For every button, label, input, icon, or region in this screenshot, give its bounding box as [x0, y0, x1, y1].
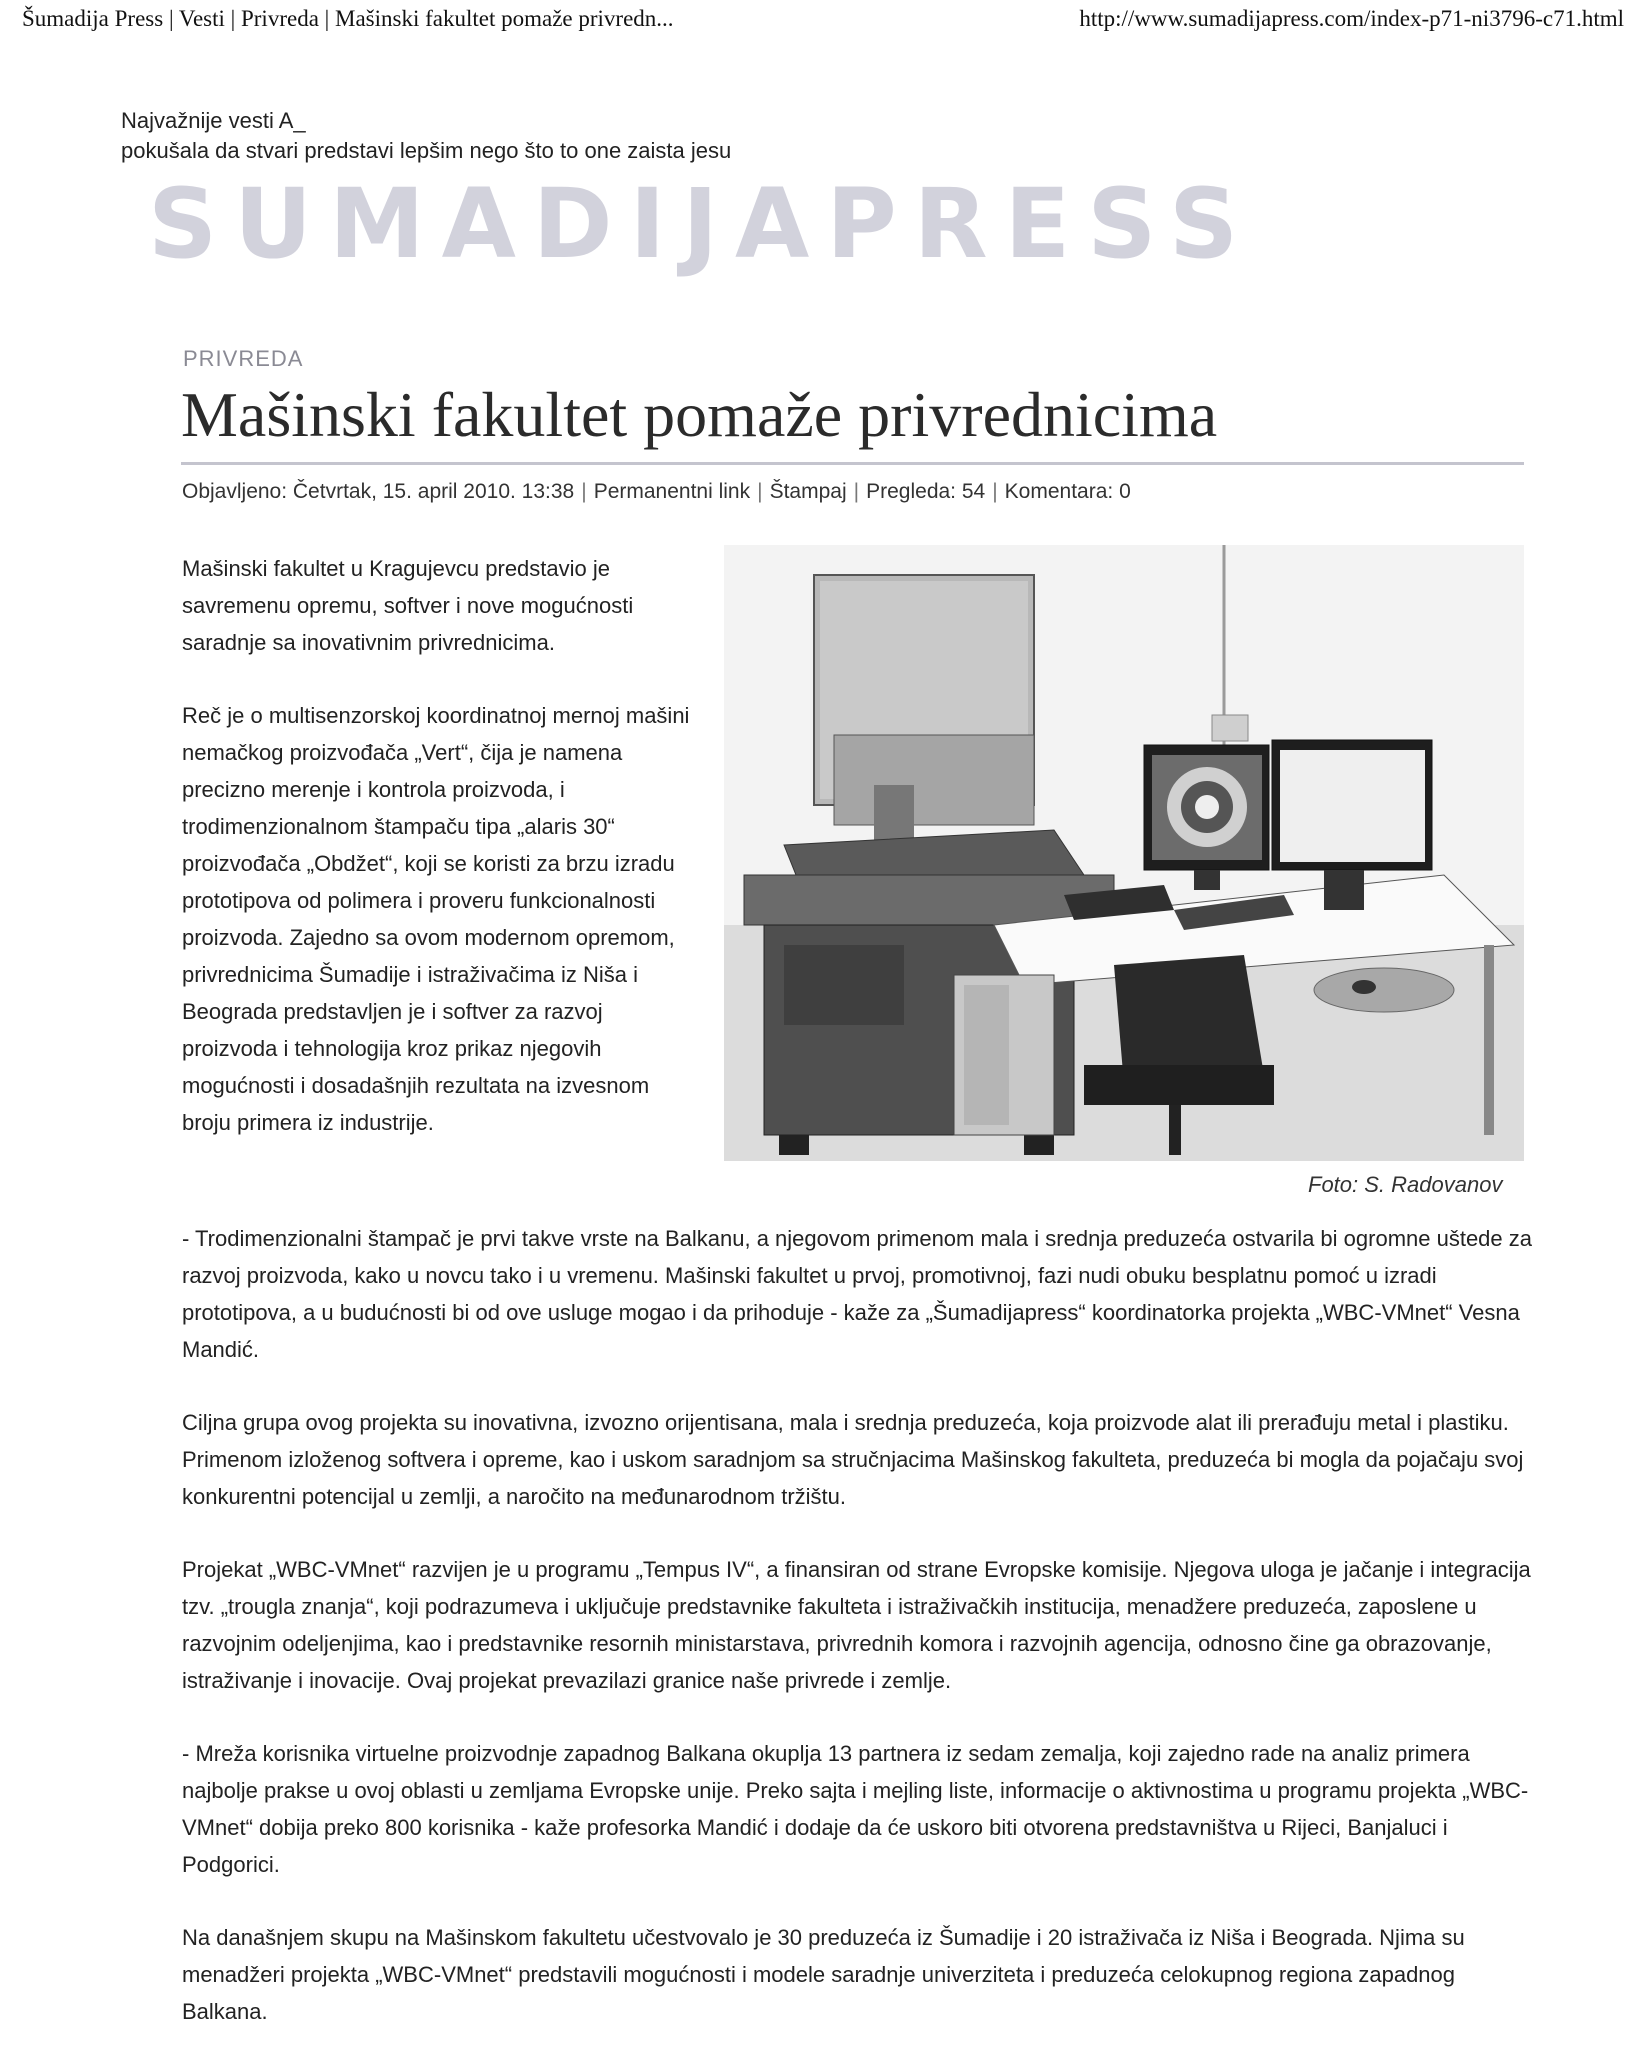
meta-separator: | — [853, 480, 860, 503]
top-news-text[interactable]: pokušala da stvari predstavi lepšim nego što to one zaista jesu — [121, 138, 732, 163]
title-divider — [181, 462, 1524, 465]
article-meta — [182, 480, 1131, 504]
page-title: Šumadija Press | Vesti | Privreda | Mašinski fakultet pomaže privredn... — [22, 6, 674, 31]
meta-separator: | — [581, 480, 587, 503]
article-photo — [724, 545, 1524, 1161]
top-news-label[interactable]: Najvažnije vesti A_ — [121, 108, 306, 133]
top-news-ticker — [121, 106, 731, 166]
body-paragraph: Na današnjem skupu na Mašinskom fakultetu učestvovalo je 30 preduzeća iz Šumadije i 20 istraživača iz Niša i Beograda. Njima su menadžeri projekta „WBC-VMnet“ predstavili mogućnosti i modele saradnje univerziteta i preduzeća celokupnog regiona zapadnog Balkana. — [182, 1925, 1465, 2024]
body-paragraph: - Trodimenzionalni štampač je prvi takve vrste na Balkanu, a njegovom primenom mala i srednja preduzeća ostvarila bi ogromne uštede za razvoj proizvoda, kako u novcu tako i u vremenu. Mašinski fakultet u prvoj, promotivnoj, fazi nudi obuku besplatnu pomoć u izradi prototipova, a u budućnosti bi od ove usluge mogao i da prihoduje - kaže za „Šumadijapress“ koordinatorka projekta „WBC-VMnet“ Vesna Mandić. — [182, 1226, 1533, 1362]
article-title: Mašinski fakultet pomaže privrednicima — [181, 379, 1218, 450]
print-header — [22, 6, 1624, 36]
site-logo[interactable]: SUMADIJAPRESS — [148, 168, 1256, 280]
article-category[interactable]: PRIVREDA — [183, 346, 304, 371]
page-url[interactable]: http://www.sumadijapress.com/index-p71-ni3796-c71.html — [1079, 6, 1624, 31]
print-link[interactable]: Štampaj — [769, 480, 847, 503]
photo-caption: Foto: S. Radovanov — [1308, 1172, 1503, 1197]
comments-count[interactable]: Komentara: 0 — [1004, 480, 1131, 503]
body-paragraph: Projekat „WBC-VMnet“ razvijen je u programu „Tempus IV“, a finansiran od strane Evropske komisije. Njegova uloga je jačanje i integracija tzv. „trougla znanja“, koji podrazumeva i uključuje predstavnike fakulteta i istraživačkih institucija, menadžere preduzeća, zaposlene u razvojnim odeljenjima, kao i predstavnike resornih ministarstava, privrednih komora i razvojnih agencija, odnosno čine ga obrazovanje, istraživanje i inovacije. Ovaj projekat prevazilazi granice naše privrede i zemlje. — [182, 1557, 1531, 1693]
views-count: Pregleda: 54 — [866, 480, 986, 503]
body-paragraph: - Mreža korisnika virtuelne proizvodnje zapadnog Balkana okuplja 13 partnera iz sedam zemalja, koji zajedno rade na analiz primera najbolje prakse u ovoj oblasti u zemljama Evropske unije. Preko sajta i mejling liste, informacije o aktivnostima u programu projekta „WBC-VMnet“ dobija preko 800 korisnika - kaže profesorka Mandić i dodaje da će uskoro biti otvorena predstavništva u Rijeci, Banjaluci i Podgorici. — [182, 1741, 1529, 1877]
meta-separator: | — [757, 480, 763, 503]
lead-paragraph: Reč je o multisenzorskoj koordinatnoj mernoj mašini nemačkog proizvođača „Vert“, čija je namena precizno merenje i kontrola proizvoda, i trodimenzionalnom štampaču tipa „alaris 30“ proizvođača „Obdžet“, koji se koristi za brzu izradu prototipova od polimera i proveru funkcionalnosti proizvoda. Zajedno sa ovom modernom opremom, privrednicima Šumadije i istraživačima iz Niša i Beograda predstavljen je i softver za razvoj proizvoda i tehnologija kroz prikaz njegovih mogućnosti i dosadašnjih rezultata na izvesnom broju primera iz industrije. — [182, 703, 690, 1135]
body-paragraph: Ciljna grupa ovog projekta su inovativna, izvozno orijentisana, mala i srednja preduzeća, koja proizvode alat ili prerađuju metal i plastiku. Primenom izloženog softvera i opreme, kao i uskom saradnjom sa stručnjacima Mašinskog fakulteta, preduzeća bi mogla da pojačaju svoj konkurentni potencijal u zemlji, a naročito na međunarodnom tržištu. — [182, 1410, 1524, 1509]
published-date: Objavljeno: Četvrtak, 15. april 2010. 13:38 — [182, 480, 575, 503]
lead-column — [182, 550, 702, 1177]
article-body — [182, 1220, 1532, 2066]
lead-paragraph: Mašinski fakultet u Kragujevcu predstavio je savremenu opremu, softver i nove mogućnosti saradnje sa inovativnim privrednicima. — [182, 556, 634, 655]
meta-separator: | — [992, 480, 998, 503]
permalink-link[interactable]: Permanentni link — [593, 480, 751, 503]
